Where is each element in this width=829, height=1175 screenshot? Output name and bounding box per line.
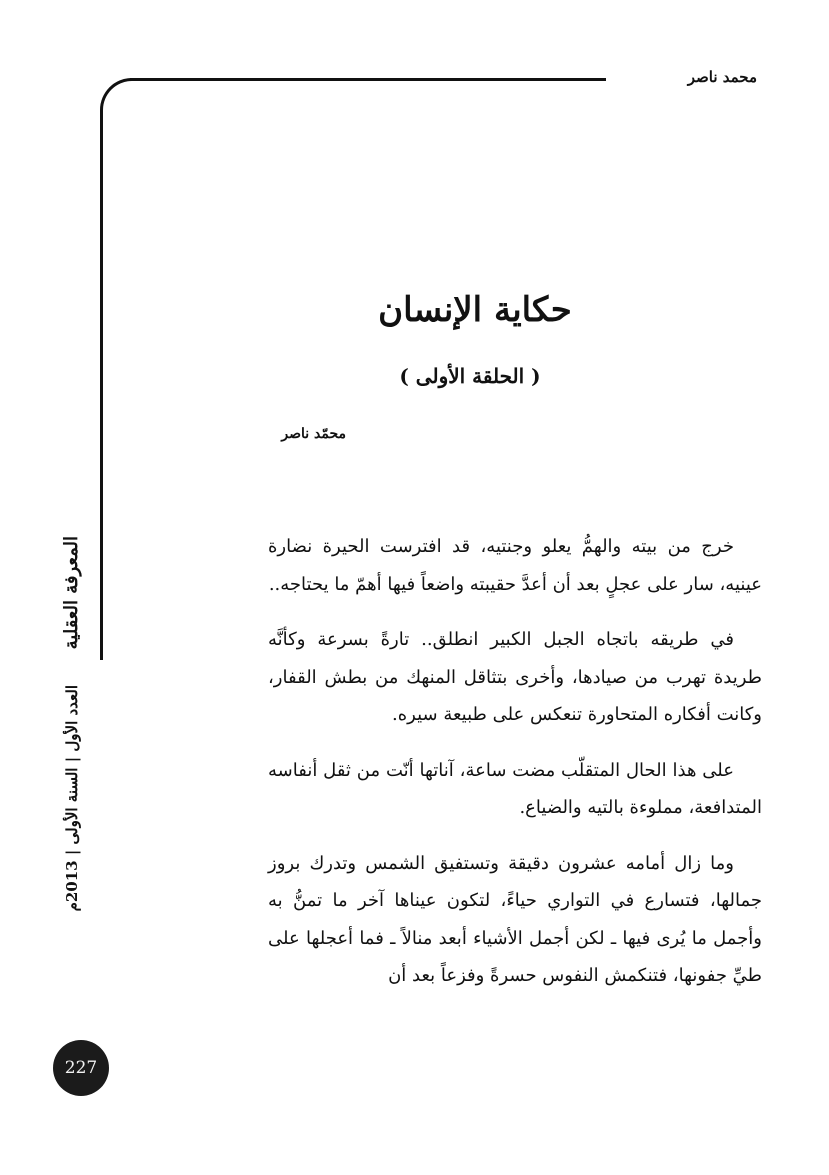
issue-info-text: العدد الأول | السنة الأولى | 2013م — [63, 685, 81, 912]
page-number-badge — [53, 1040, 109, 1096]
journal-logo — [46, 530, 96, 656]
header-rule — [130, 78, 606, 81]
side-rule — [100, 115, 103, 660]
running-header-author: محمد ناصر — [687, 68, 757, 86]
article-byline: محمّد ناصر — [281, 426, 346, 442]
article-title: حكاية الإنسان — [378, 290, 572, 330]
journal-name: المعرفة العقلية — [60, 536, 82, 650]
article-body — [268, 528, 762, 1013]
issue-info — [54, 676, 90, 921]
paragraph: في طريقه باتجاه الجبل الكبير انطلق.. تارةً بسرعة وكأنَّه طريدة تهرب من صيادها، وأخرى بتثاقل المنهك من بطش القفار، وكانت أفكاره المتحاورة تنعكس على طبيعة سيره. — [268, 629, 762, 725]
article-subtitle: ( الحلقة الأولى ) — [399, 364, 541, 388]
page-number: 227 — [64, 1058, 98, 1078]
paragraph: وما زال أمامه عشرون دقيقة وتستفيق الشمس وتدرك بروز جمالها، فتسارع في التواري حياءً، لتكون عيناها آخر ما تمنُّ به وأجمل ما يُرى فيها ـ لكن أجمل الأشياء أبعد منالاً ـ فما أعجلها على طيِّ جفونها، فتنكمش النفوس حسرةً وفزعاً بعد أن — [268, 852, 762, 986]
frame-corner — [100, 78, 139, 121]
paragraph: على هذا الحال المتقلّب مضت ساعة، آناتها أنّت من ثقل أنفاسه المتدافعة، مملوءة بالتيه والضياع. — [268, 759, 762, 818]
paragraph: خرج من بيته والهمُّ يعلو وجنتيه، قد افترست الحيرة نضارة عينيه، سار على عجلٍ بعد أن أعدَّ حقيبته واضعاً فيها أهمّ ما يحتاجه.. — [268, 536, 762, 595]
